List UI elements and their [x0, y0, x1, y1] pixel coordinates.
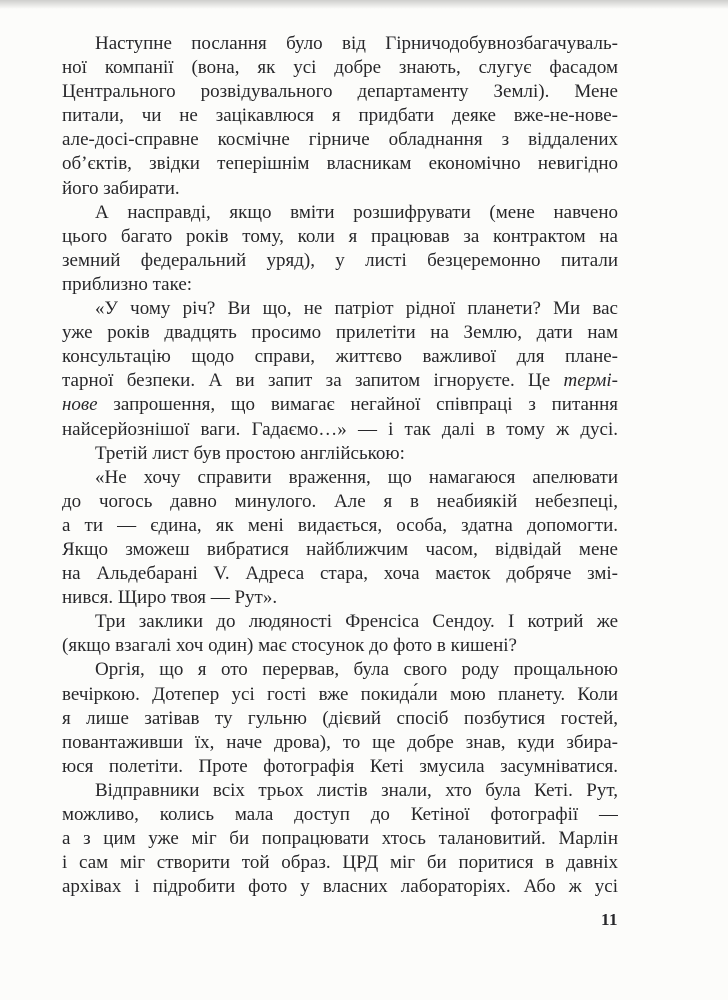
text-line [62, 201, 618, 225]
text-line [62, 562, 618, 586]
text-line [62, 490, 618, 514]
paragraph [62, 610, 618, 658]
text-segment: Відправники всіх трьох листів знали, хто була Кеті. Рут, [95, 779, 618, 801]
text-line [62, 442, 618, 466]
text-line [62, 634, 618, 658]
text-line [62, 658, 618, 682]
paragraph [62, 32, 618, 201]
text-segment: найсерйознішої ваги. Гадаємо…» — і так далі в тому ж дусі. [62, 418, 618, 440]
text-line [62, 345, 618, 369]
text-segment: цього багато років тому, коли я працював за контрактом на [62, 225, 618, 247]
text-line [62, 56, 618, 80]
scan-edge-shadow [0, 0, 728, 9]
text-segment: тарної безпеки. А ви запит за запитом ігноруєте. Це [62, 370, 564, 392]
text-line [62, 418, 618, 442]
text-line [62, 538, 618, 562]
text-line [62, 610, 618, 634]
text-line [62, 225, 618, 249]
text-segment: (якщо взагалі хоч один) має стосунок до фото в кишені? [62, 635, 517, 657]
text-line [62, 273, 618, 297]
text-segment: Якщо зможеш вибратися найближчим часом, відвідай мене [62, 538, 618, 560]
text-segment: земний федеральний уряд), у листі безцеремонно питали [62, 249, 618, 271]
paragraph [62, 779, 618, 899]
italic-text-segment: термі- [563, 370, 618, 392]
text-segment: запрошення, що вимагає негайної співпраці з питання [97, 394, 618, 416]
text-line [62, 731, 618, 755]
text-segment: на Альдебарані V. Адреса стара, хоча маєток добряче змі- [62, 563, 618, 585]
text-line [62, 393, 618, 417]
text-segment: Третій лист був простою англійською: [95, 442, 405, 464]
text-line [62, 321, 618, 345]
text-line [62, 249, 618, 273]
paragraph [62, 201, 618, 297]
paragraph [62, 466, 618, 611]
paragraph [62, 658, 618, 778]
text-line [62, 177, 618, 201]
text-segment: а ти — єдина, як мені видається, особа, здатна допомогти. [62, 514, 618, 536]
text-line [62, 514, 618, 538]
text-segment: Три заклики до людяності Френсіса Сендоу. І котрий же [95, 611, 618, 633]
text-segment: юся полетіти. Проте фотографія Кеті змусила засумніватися. [62, 755, 618, 777]
text-line [62, 152, 618, 176]
text-segment: А насправді, якщо вміти розшифрувати (мене навчено [95, 201, 618, 223]
text-segment: уже років двадцять просимо прилетіти на Землю, дати нам [62, 322, 618, 344]
text-segment: консультацію щодо справи, життєво важливої для плане- [62, 346, 618, 368]
text-line [62, 128, 618, 152]
text-line [62, 875, 618, 899]
text-segment: нився. Щиро твоя — Рут». [62, 587, 278, 609]
text-segment: питали, чи не зацікавлюся я придбати деяке вже-не-нове- [62, 105, 618, 127]
page-number: 11 [600, 910, 618, 929]
text-segment: я лише затівав ту гульню (дієвий спосіб позбутися гостей, [62, 707, 618, 729]
text-segment: ної компанії (вона, як усі добре знають, слугує фасадом [62, 57, 618, 79]
paragraph [62, 442, 618, 466]
text-line [62, 586, 618, 610]
text-segment: повантаживши їх, наче дрова), то ще добре знав, куди збира- [62, 731, 618, 753]
italic-text-segment: нове [62, 394, 98, 416]
text-line [62, 827, 618, 851]
text-segment: але-досі-справне космічне гірниче обладнання з віддалених [62, 129, 618, 151]
text-segment: вечіркою. Дотепер усі гості вже покида́ли мою планету. Коли [62, 683, 618, 705]
text-segment: його забирати. [62, 177, 180, 199]
text-line [62, 803, 618, 827]
text-segment: «Не хочу справити враження, що намагаюся апелювати [95, 466, 618, 488]
text-line [62, 80, 618, 104]
text-segment: Наступне послання було від Гірничодобувнозбагачуваль- [95, 33, 618, 54]
text-line [62, 466, 618, 490]
text-segment: об’єктів, звідки теперішнім власникам економічно невигідно [62, 153, 618, 175]
text-segment: приблизно таке: [62, 273, 193, 295]
text-segment: Оргія, що я ото перервав, була свого роду прощальною [95, 659, 618, 681]
text-line [62, 104, 618, 128]
text-block [62, 32, 618, 899]
text-line [62, 755, 618, 779]
text-segment: Центрального розвідувального департаменту Землі). Мене [62, 81, 618, 103]
paragraph [62, 297, 618, 442]
text-line [62, 707, 618, 731]
text-line [62, 779, 618, 803]
text-segment: архівах і підробити фото у власних лабораторіях. Або ж усі [62, 876, 618, 898]
text-segment: до чогось давно минулого. Але я в неабиякій небезпеці, [62, 490, 618, 512]
text-line [62, 683, 618, 707]
text-line [62, 32, 618, 56]
text-line [62, 369, 618, 393]
text-segment: а з цим уже міг би попрацювати хтось талановитий. Марлін [62, 828, 618, 850]
text-segment: можливо, колись мала доступ до Кетіної фотографії — [62, 804, 618, 825]
text-segment: і сам міг створити той образ. ЦРД міг би поритися в давніх [62, 852, 618, 874]
text-line [62, 851, 618, 875]
text-segment: «У чому річ? Ви що, не патріот рідної планети? Ми вас [95, 298, 618, 320]
text-line [62, 297, 618, 321]
